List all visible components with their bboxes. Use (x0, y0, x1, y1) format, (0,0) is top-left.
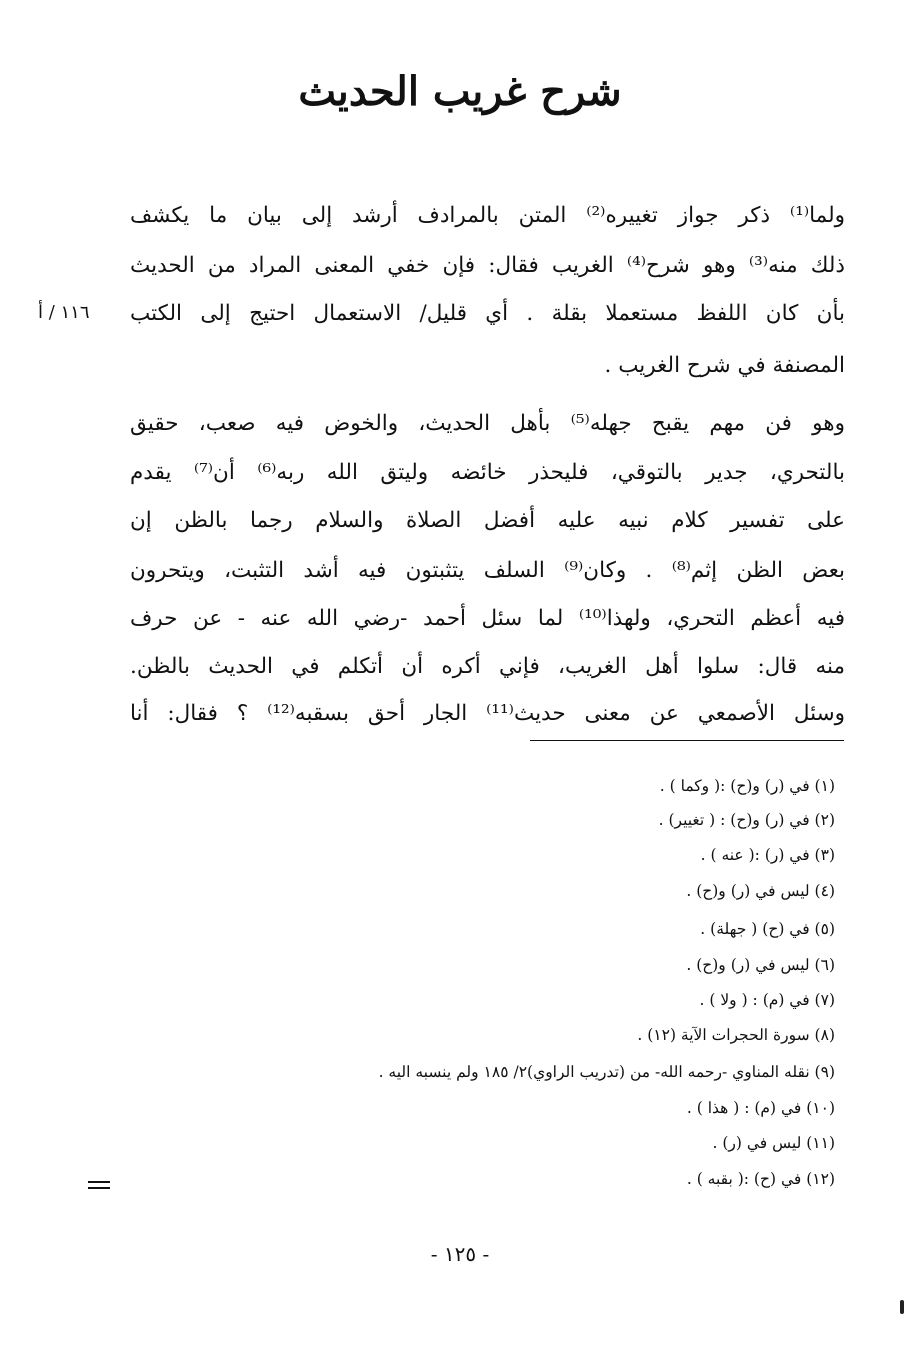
footnote-8: (٨) سورة الحجرات الآية (١٢) . (637, 1026, 835, 1044)
body-line-8: بعض الظن إثم⁽⁸⁾ . وكان⁽⁹⁾ السلف يتثبتون فيه أشد التثبت، ويتحرون (130, 558, 845, 583)
scan-edge-mark (900, 1300, 904, 1314)
page-title: شرح غريب الحديث (298, 68, 622, 115)
footnote-5: (٥) في (ح) ( جهلة) . (700, 920, 835, 938)
body-line-4: المصنفة في شرح الغريب . (604, 353, 845, 378)
footnote-separator (530, 740, 844, 741)
footnote-12: (١٢) في (ح) :( بقبه ) . (686, 1170, 835, 1188)
body-line-3: بأن كان اللفظ مستعملا بقلة . أي قليل/ الاستعمال احتيج إلى الكتب (130, 301, 845, 326)
footnote-7: (٧) في (م) : ( ولا ) . (699, 991, 835, 1009)
footnote-10: (١٠) في (م) : ( هذا ) . (686, 1099, 835, 1117)
footnote-9: (٩) نقله المناوي -رحمه الله- من (تدريب الراوي)٢/ ١٨٥ ولم ينسبه اليه . (378, 1063, 835, 1081)
footnote-4: (٤) ليس في (ر) و(ح) . (686, 882, 835, 900)
footnote-2: (٢) في (ر) و(ح) : ( تغيير) . (658, 811, 835, 829)
body-line-6: بالتحري، جدير بالتوقي، فليحذر خائضه وليتق الله ربه⁽⁶⁾ أن⁽⁷⁾ يقدم (130, 460, 845, 485)
body-line-5: وهو فن مهم يقبح جهله⁽⁵⁾ بأهل الحديث، والخوض فيه صعب، حقيق (130, 411, 845, 436)
footnote-3: (٣) في (ر) :( عنه ) . (700, 846, 835, 864)
folio-margin-note: ١١٦ / أ (38, 302, 90, 323)
double-dash-mark (88, 1181, 110, 1189)
body-line-9: فيه أعظم التحري، ولهذا⁽¹⁰⁾ لما سئل أحمد -رضي الله عنه - عن حرف (130, 606, 845, 631)
footnote-11: (١١) ليس في (ر) . (712, 1134, 835, 1152)
body-line-7: على تفسير كلام نبيه عليه أفضل الصلاة والسلام رجما بالظن إن (130, 508, 845, 533)
page-number: - ١٢٥ - (430, 1242, 490, 1266)
body-line-2: ذلك منه⁽³⁾ وهو شرح⁽⁴⁾ الغريب فقال: فإن خفي المعنى المراد من الحديث (130, 253, 845, 278)
footnote-1: (١) في (ر) و(ح) :( وكما ) . (659, 777, 835, 795)
body-line-1: ولما⁽¹⁾ ذكر جواز تغييره⁽²⁾ المتن بالمرادف أرشد إلى بيان ما يكشف (130, 203, 846, 228)
body-line-11: وسئل الأصمعي عن معنى حديث⁽¹¹⁾ الجار أحق بسقبه⁽¹²⁾ ؟ فقال: أنا (130, 701, 845, 726)
footnote-6: (٦) ليس في (ر) و(ح) . (686, 956, 835, 974)
body-line-10: منه قال: سلوا أهل الغريب، فإني أكره أن أتكلم في الحديث بالظن. (130, 654, 845, 679)
